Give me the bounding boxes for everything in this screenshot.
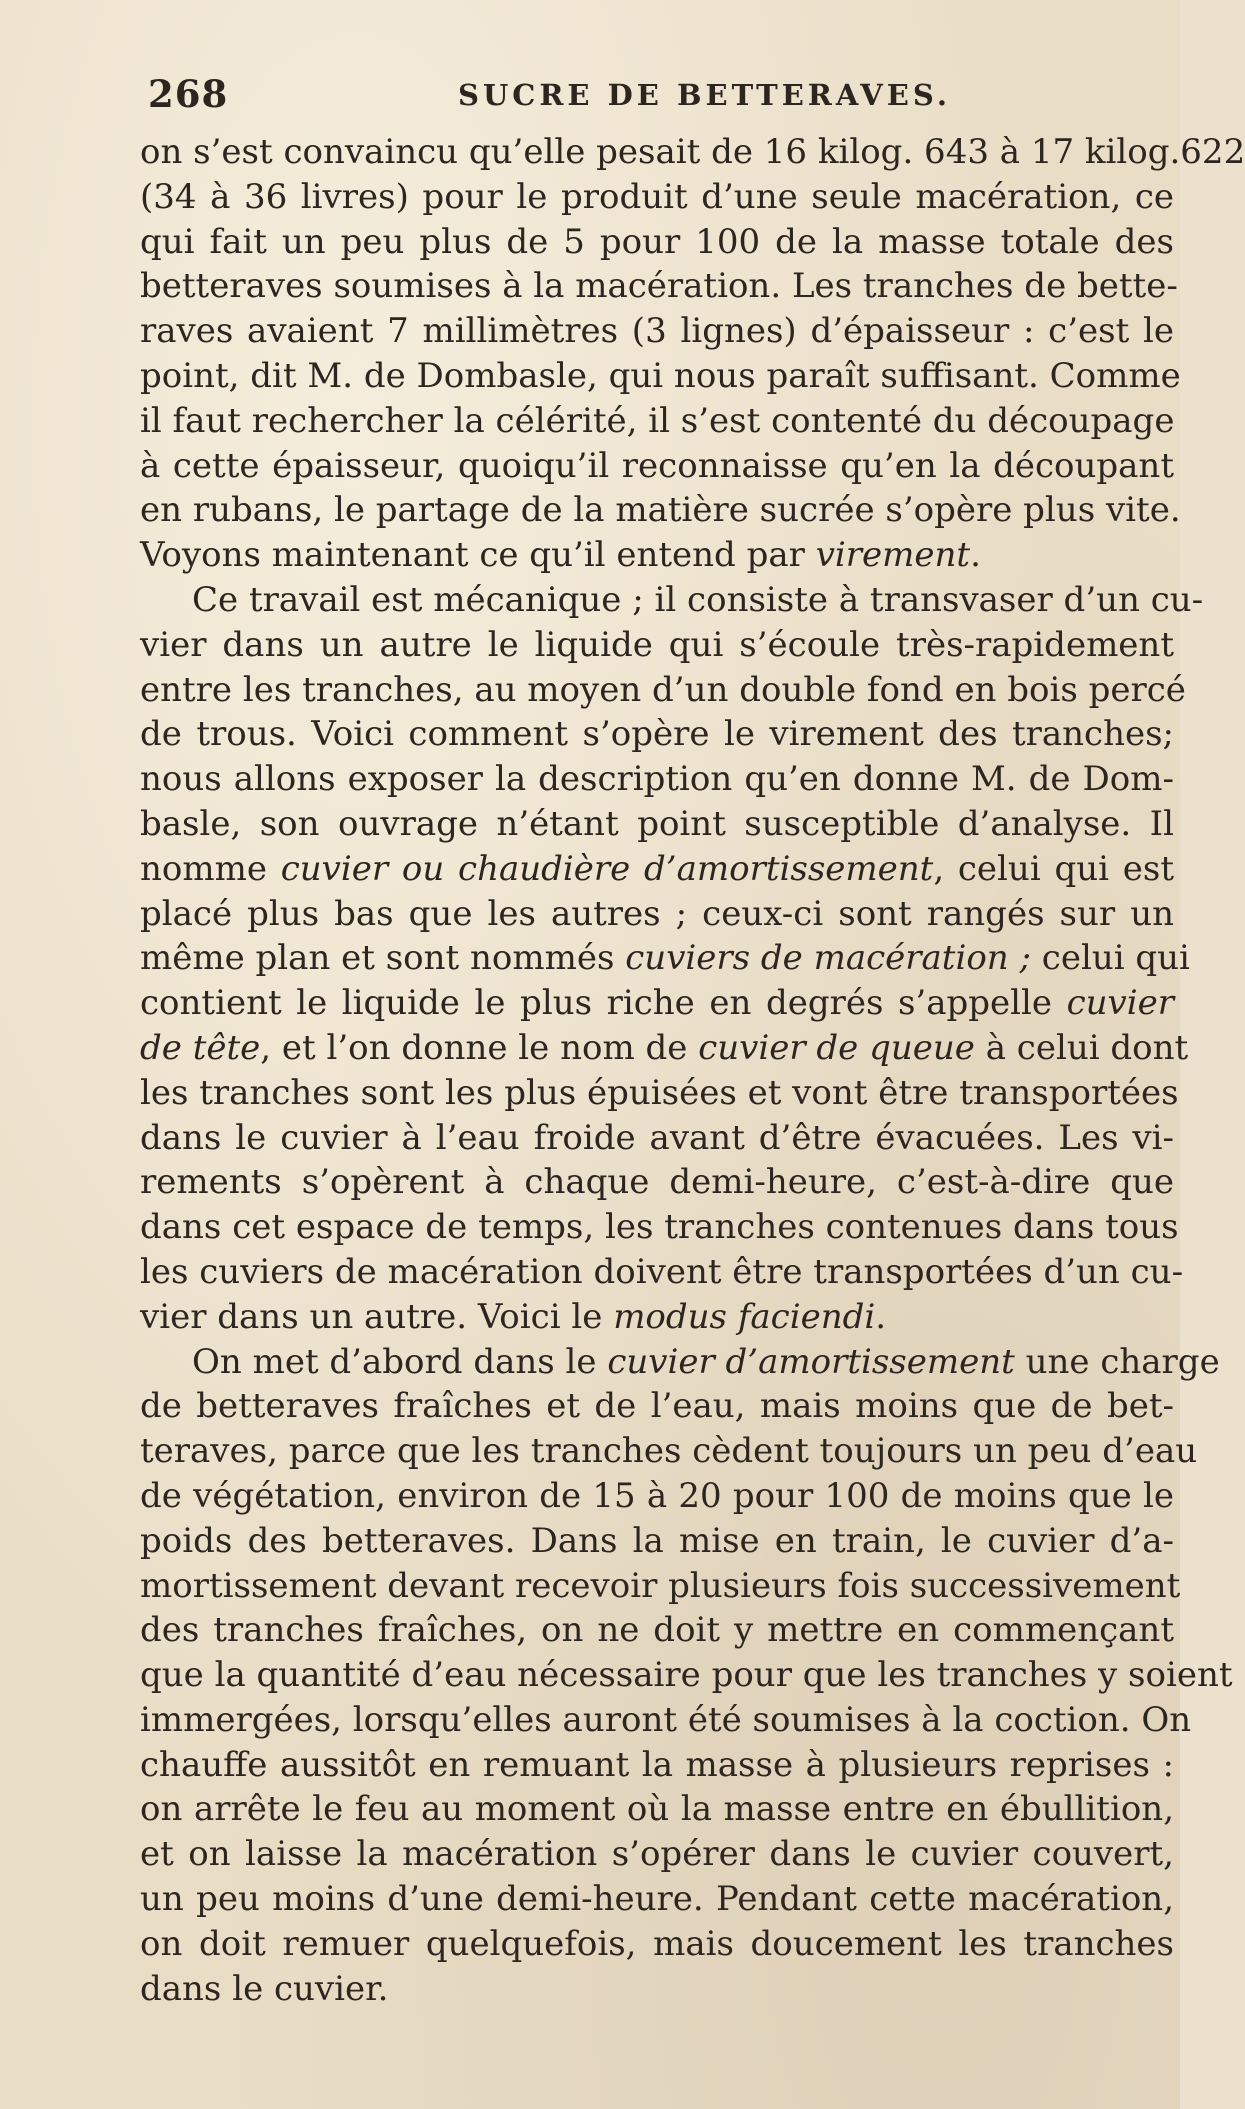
text-line: nomme cuvier ou chaudière d’amortissement, celui qui est [140,848,1174,889]
text-line: entre les tranches, au moyen d’un double fond en bois percé [140,669,1186,710]
page-header [140,72,1180,122]
paragraph-start-line: Ce travail est mécanique ; il consiste à transvaser d’un cu- [192,579,1204,620]
text-line: teraves, parce que les tranches cèdent toujours un peu d’eau [140,1431,1198,1472]
text-line: que la quantité d’eau nécessaire pour que les tranches y soient [140,1655,1233,1696]
text-line: il faut rechercher la célérité, il s’est contenté du découpage [140,400,1175,441]
text-line: poids des betteraves. Dans la mise en train, le cuvier d’a- [140,1520,1174,1561]
text-line: betteraves soumises à la macération. Les tranches de bette- [140,266,1178,307]
text-line: de végétation, environ de 15 à 20 pour 100 de moins que le [140,1475,1174,1516]
paragraph-start-line: On met d’abord dans le cuvier d’amortissement une charge [192,1341,1220,1382]
text-line: les cuviers de macération doivent être transportées d’un cu- [140,1251,1184,1292]
text-line: point, dit M. de Dombasle, qui nous paraît suffisant. Comme [140,355,1181,396]
text-line: chauffe aussitôt en remuant la masse à plusieurs reprises : [140,1744,1174,1785]
text-line: qui fait un peu plus de 5 pour 100 de la masse totale des [140,221,1174,262]
text-line: mortissement devant recevoir plusieurs fois successivement [140,1565,1181,1606]
italic-term: cuvier d’amortissement [607,1341,1015,1382]
italic-term: cuvier de queue [698,1027,975,1068]
text-line: dans le cuvier à l’eau froide avant d’être évacuées. Les vi- [140,1117,1174,1158]
italic-term: cuviers de macération ; [625,938,1031,979]
text-line: on s’est convaincu qu’elle pesait de 16 kilog. 643 à 17 kilog.622 [140,132,1245,172]
page-number: 268 [148,72,229,116]
text-line: dans le cuvier. [140,1968,389,2009]
text-line: même plan et sont nommés cuviers de macération ; celui qui [140,938,1190,979]
text-line: basle, son ouvrage n’étant point susceptible d’analyse. Il [140,803,1174,844]
italic-term: de tête [140,1027,261,1068]
text-line: un peu moins d’une demi-heure. Pendant cette macération, [140,1879,1174,1920]
body-text [140,130,1245,2011]
italic-term: cuvier ou chaudière d’amortissement [280,848,934,889]
text-line: Voyons maintenant ce qu’il entend par virement. [140,535,981,576]
text-line: de tête, et l’on donne le nom de cuvier de queue à celui dont [140,1027,1189,1068]
text-line: immergées, lorsqu’elles auront été soumises à la coction. On [140,1699,1192,1740]
text-line: dans cet espace de temps, les tranches contenues dans tous [140,1207,1179,1248]
text-line: on doit remuer quelquefois, mais doucement les tranches [140,1923,1174,1964]
text-line: à cette épaisseur, quoiqu’il reconnaisse qu’en la découpant [140,445,1174,486]
text-line: (34 à 36 livres) pour le produit d’une seule macération, ce [140,176,1174,217]
italic-term: virement [815,535,971,576]
text-line: raves avaient 7 millimètres (3 lignes) d’épaisseur : c’est le [140,311,1174,352]
text-line: les tranches sont les plus épuisées et vont être transportées [140,1072,1179,1113]
italic-term: modus faciendi [613,1296,876,1337]
italic-term: cuvier [1066,983,1174,1024]
text-line: rements s’opèrent à chaque demi-heure, c’est-à-dire que [140,1162,1174,1203]
text-line: vier dans un autre. Voici le modus faciendi. [140,1296,887,1337]
text-line: de trous. Voici comment s’opère le virement des tranches; [140,714,1174,755]
text-line: de betteraves fraîches et de l’eau, mais moins que de bet- [140,1386,1174,1427]
text-line: vier dans un autre le liquide qui s’écoule très-rapidement [140,624,1174,665]
text-line: et on laisse la macération s’opérer dans le cuvier couvert, [140,1834,1174,1875]
running-title: SUCRE DE BETTERAVES. [458,78,951,112]
text-line: placé plus bas que les autres ; ceux-ci sont rangés sur un [140,893,1174,934]
text-line: on arrête le feu au moment où la masse entre en ébullition, [140,1789,1174,1830]
text-line: nous allons exposer la description qu’en donne M. de Dom- [140,759,1174,800]
text-line: des tranches fraîches, on ne doit y mettre en commençant [140,1610,1174,1651]
text-line: en rubans, le partage de la matière sucrée s’opère plus vite. [140,490,1181,531]
text-line: contient le liquide le plus riche en degrés s’appelle cuvier [140,983,1174,1024]
